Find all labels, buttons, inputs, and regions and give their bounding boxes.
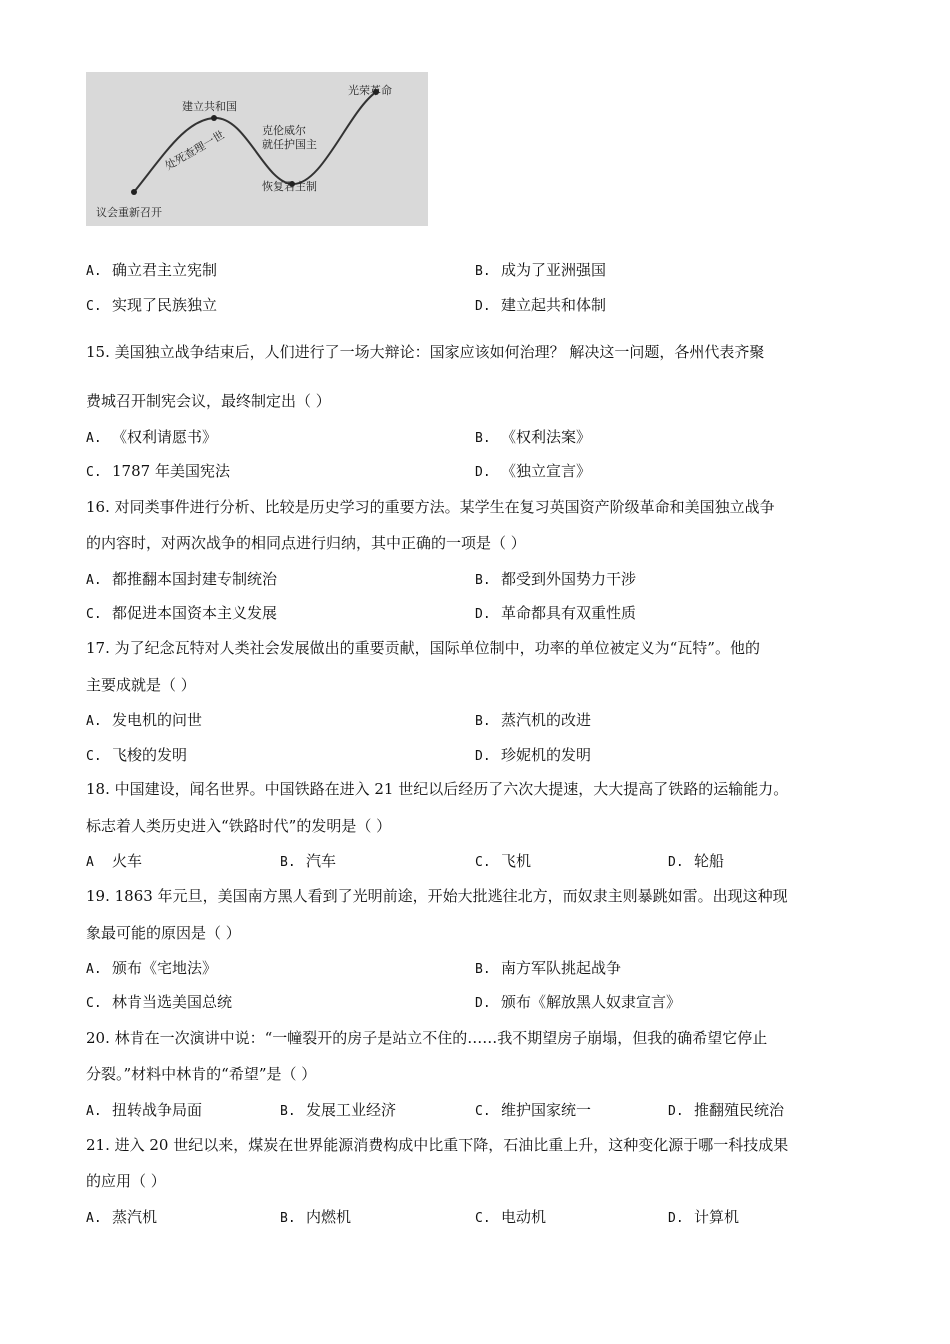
q17-option-a[interactable]: A. 发电机的问世 — [86, 711, 203, 729]
label-execution: 处死查理一世 — [163, 128, 227, 173]
q20-stem-line1: 20. 林肯在一次演讲中说：“一幢裂开的房子是站立不住的……我不期望房子崩塌，但我的确希望它停止 — [86, 1029, 768, 1047]
revolution-curve-figure — [86, 72, 428, 226]
q20-option-b[interactable]: B. 发展工业经济 — [280, 1101, 397, 1119]
q14-option-b[interactable]: B. 成为了亚洲强国 — [475, 261, 607, 279]
q21-option-a[interactable]: A. 蒸汽机 — [86, 1208, 158, 1226]
q19-option-d[interactable]: D. 颁布《解放黑人奴隶宣言》 — [475, 993, 682, 1011]
label-cromwell-2: 就任护国主 — [262, 138, 317, 151]
q16-option-d[interactable]: D. 革命都具有双重性质 — [475, 604, 637, 622]
label-glorious: 光荣革命 — [348, 84, 392, 97]
q14-option-a[interactable]: A. 确立君主立宪制 — [86, 261, 218, 279]
label-restoration: 恢复君主制 — [262, 180, 317, 193]
q17-option-c[interactable]: C. 飞梭的发明 — [86, 746, 188, 764]
q21-option-d[interactable]: D. 计算机 — [668, 1208, 740, 1226]
q18-option-a[interactable]: A 火车 — [86, 852, 143, 870]
q16-option-b[interactable]: B. 都受到外国势力干涉 — [475, 570, 637, 588]
label-cromwell-1: 克伦威尔 — [262, 124, 306, 137]
curve-diagram — [86, 72, 428, 226]
q16-option-c[interactable]: C. 都促进本国资本主义发展 — [86, 604, 278, 622]
q15-option-d[interactable]: D. 《独立宣言》 — [475, 462, 592, 480]
q15-option-c[interactable]: C. 1787 年美国宪法 — [86, 462, 230, 480]
q14-option-c[interactable]: C. 实现了民族独立 — [86, 296, 218, 314]
q16-stem-line2: 的内容时，对两次战争的相同点进行归纳，其中正确的一项是（ ） — [86, 534, 526, 552]
q15-stem-line2: 费城召开制宪会议，最终制定出（ ） — [86, 392, 331, 410]
q17-option-b[interactable]: B. 蒸汽机的改进 — [475, 711, 592, 729]
q17-stem-line1: 17. 为了纪念瓦特对人类社会发展做出的重要贡献，国际单位制中，功率的单位被定义为“瓦特”。他的 — [86, 639, 760, 657]
q15-option-b[interactable]: B. 《权利法案》 — [475, 428, 592, 446]
q21-stem-line2: 的应用（ ） — [86, 1172, 166, 1190]
q16-stem-line1: 16. 对同类事件进行分析、比较是历史学习的重要方法。某学生在复习英国资产阶级革命和美国独立战争 — [86, 498, 775, 516]
q18-option-c[interactable]: C. 飞机 — [475, 852, 532, 870]
q19-stem-line1: 19. 1863 年元旦，美国南方黑人看到了光明前途，开始大批逃往北方，而奴隶主则暴跳如雷。出现这种现 — [86, 887, 788, 905]
q20-option-c[interactable]: C. 维护国家统一 — [475, 1101, 592, 1119]
q21-stem-line1: 21. 进入 20 世纪以来，煤炭在世界能源消费构成中比重下降，石油比重上升，这种变化源于哪一科技成果 — [86, 1136, 789, 1154]
q14-option-d[interactable]: D. 建立起共和体制 — [475, 296, 607, 314]
q19-option-b[interactable]: B. 南方军队挑起战争 — [475, 959, 622, 977]
q17-stem-line2: 主要成就是（ ） — [86, 676, 196, 694]
q18-option-d[interactable]: D. 轮船 — [668, 852, 725, 870]
q21-option-b[interactable]: B. 内燃机 — [280, 1208, 352, 1226]
q15-option-a[interactable]: A. 《权利请愿书》 — [86, 428, 218, 446]
q19-option-c[interactable]: C. 林肯当选美国总统 — [86, 993, 233, 1011]
q20-stem-line2: 分裂。”材料中林肯的“希望”是（ ） — [86, 1065, 317, 1083]
q15-stem-line1: 15. 美国独立战争结束后，人们进行了一场大辩论：国家应该如何治理？ 解决这一问题，各州代表齐聚 — [86, 343, 765, 361]
q20-option-d[interactable]: D. 推翻殖民统治 — [668, 1101, 785, 1119]
q19-stem-line2: 象最可能的原因是（ ） — [86, 924, 241, 942]
q20-option-a[interactable]: A. 扭转战争局面 — [86, 1101, 203, 1119]
q16-option-a[interactable]: A. 都推翻本国封建专制统治 — [86, 570, 278, 588]
q19-option-a[interactable]: A. 颁布《宅地法》 — [86, 959, 218, 977]
q17-option-d[interactable]: D. 珍妮机的发明 — [475, 746, 592, 764]
q18-stem-line1: 18. 中国建设，闻名世界。中国铁路在进入 21 世纪以后经历了六次大提速，大大提高了铁路的运输能力。 — [86, 780, 789, 798]
q18-option-b[interactable]: B. 汽车 — [280, 852, 337, 870]
q18-stem-line2: 标志着人类历史进入“铁路时代”的发明是（ ） — [86, 817, 392, 835]
label-parliament: 议会重新召开 — [96, 206, 162, 219]
label-republic: 建立共和国 — [182, 100, 237, 113]
q21-option-c[interactable]: C. 电动机 — [475, 1208, 547, 1226]
